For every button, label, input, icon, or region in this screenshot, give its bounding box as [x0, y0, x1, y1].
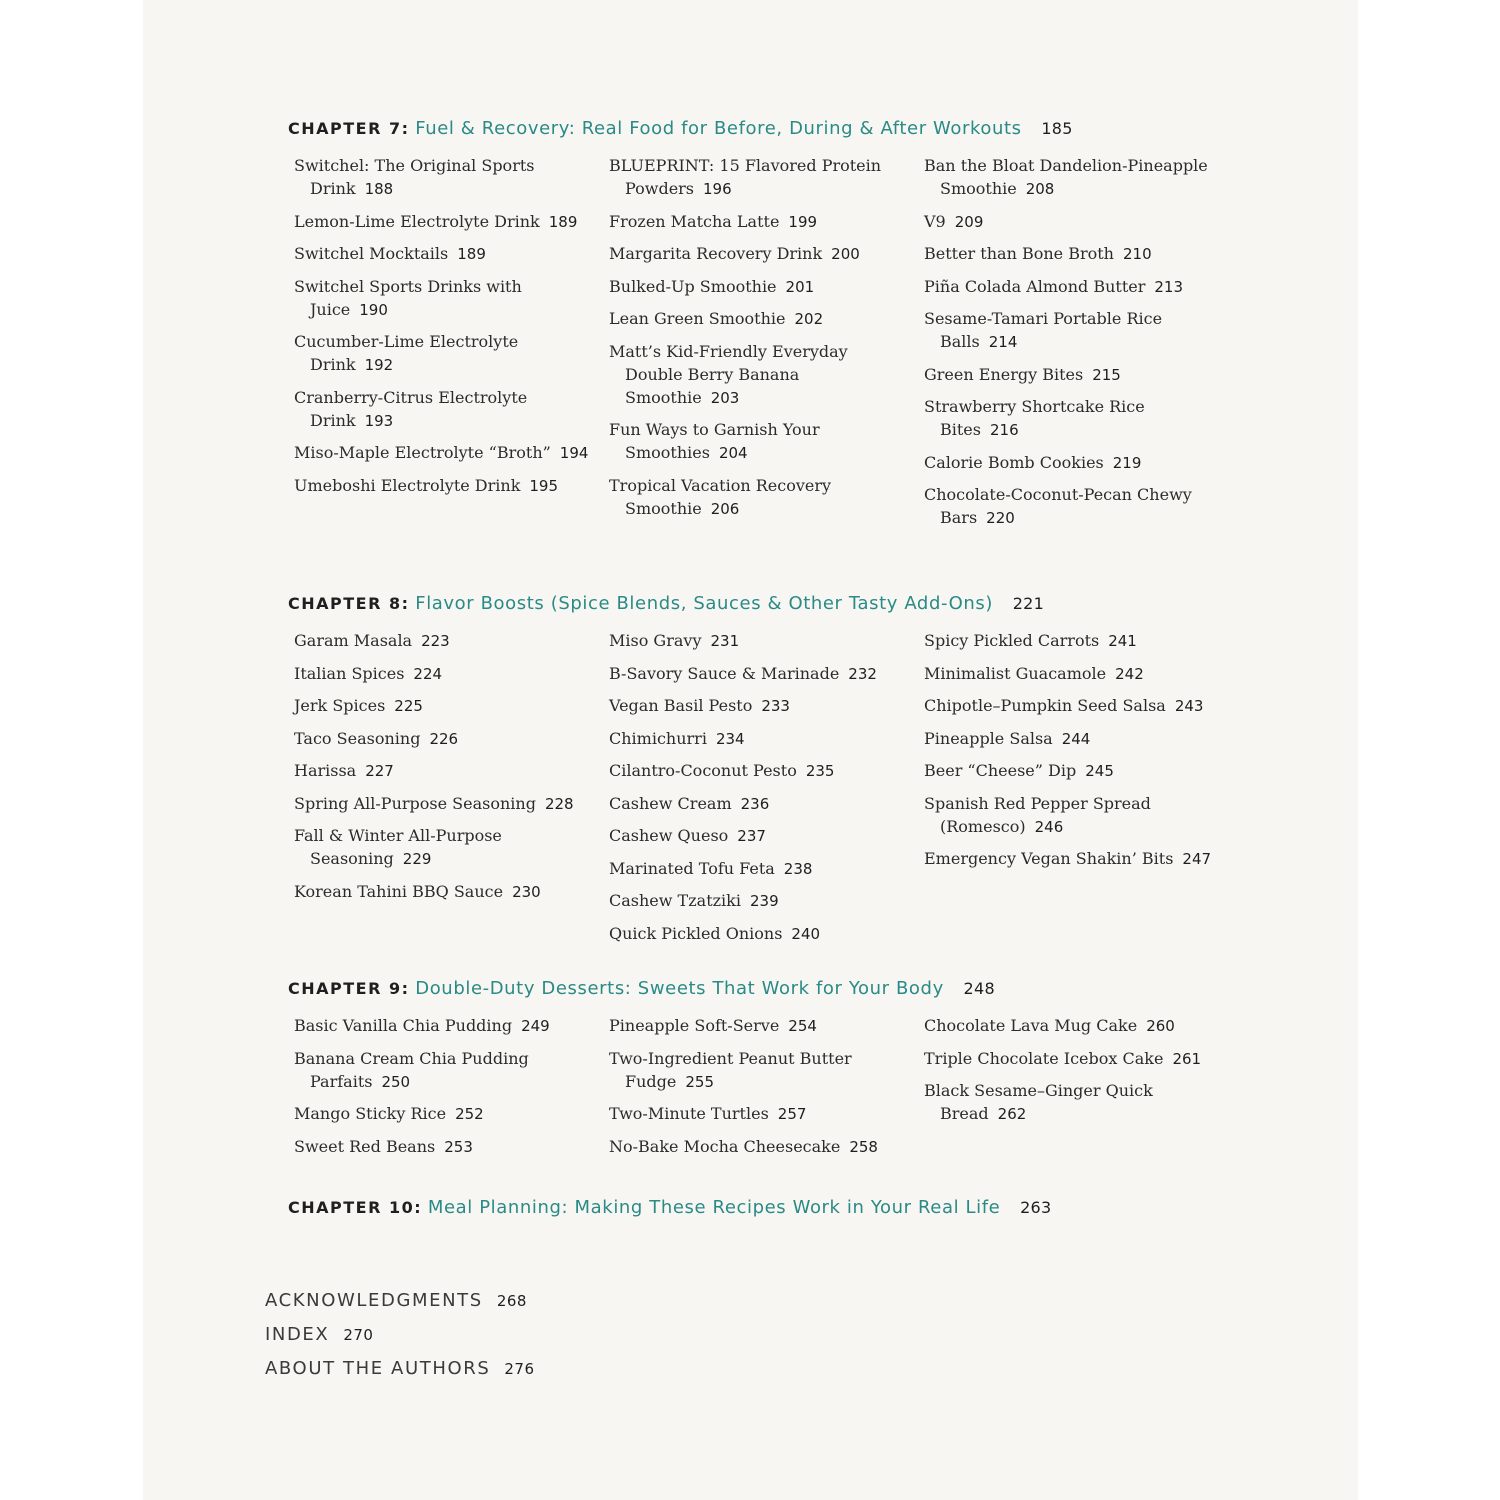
- toc-entry: [924, 629, 1214, 653]
- toc-entry-page: 225: [394, 697, 423, 715]
- toc-entry: [294, 242, 594, 266]
- toc-entry-page: 234: [715, 729, 745, 748]
- toc-entry: [294, 629, 594, 653]
- toc-entry-title: Two-Ingredient Peanut Butter Fudge: [609, 1048, 852, 1091]
- chapter-label: CHAPTER 9:: [288, 979, 410, 998]
- toc-entry-title: Basic Vanilla Chia Pudding: [294, 1016, 513, 1035]
- toc-entry-title: Fall & Winter All-Purpose Seasoning: [294, 826, 502, 868]
- toc-entry-page: 232: [848, 664, 877, 683]
- toc-column: [294, 629, 594, 912]
- toc-entry-title: Two-Minute Turtles: [609, 1104, 769, 1123]
- toc-entry-page: 219: [1112, 453, 1142, 472]
- toc-entry-title: Minimalist Guacamole: [924, 663, 1107, 683]
- toc-entry: [294, 1014, 594, 1038]
- toc-entry-page: 257: [777, 1105, 807, 1123]
- toc-entry-page: 213: [1154, 277, 1183, 296]
- toc-entry: [924, 242, 1214, 266]
- chapter-title: Flavor Boosts (Spice Blends, Sauces & Other Tasty Add-Ons): [415, 593, 993, 614]
- toc-entry-title: Matt’s Kid-Friendly Everyday Double Berry Banana Smoothie: [609, 341, 848, 407]
- toc-entry-title: Piña Colada Almond Butter: [924, 276, 1146, 296]
- toc-entry-page: 253: [444, 1137, 473, 1156]
- toc-entry: [609, 1014, 909, 1038]
- toc-entry-page: 250: [381, 1072, 411, 1091]
- toc-column: [924, 154, 1214, 539]
- chapter-label: CHAPTER 8:: [288, 594, 410, 613]
- chapter-label: CHAPTER 10:: [288, 1198, 423, 1217]
- toc-entry: [609, 340, 909, 410]
- toc-entry-page: 244: [1061, 729, 1091, 748]
- toc-entry-page: 245: [1085, 762, 1114, 780]
- toc-entry: [609, 242, 909, 266]
- toc-entry: [924, 727, 1214, 751]
- toc-column: [609, 1014, 909, 1167]
- toc-entry-title: Sesame-Tamari Portable Rice Balls: [924, 309, 1163, 351]
- toc-entry: [609, 694, 909, 718]
- toc-entry-title: Cilantro-Coconut Pesto: [609, 761, 797, 780]
- toc-entry-page: 199: [788, 212, 818, 231]
- toc-column: [924, 629, 1214, 880]
- chapter-heading: [288, 1197, 1052, 1218]
- toc-entry-title: Lemon-Lime Electrolyte Drink: [294, 211, 540, 231]
- chapter-title: Meal Planning: Making These Recipes Work in Your Real Life: [427, 1197, 1001, 1218]
- toc-entry-title: Strawberry Shortcake Rice Bites: [924, 397, 1145, 439]
- toc-entry: [294, 824, 594, 871]
- toc-entry-title: B-Savory Sauce & Marinade: [609, 663, 840, 683]
- toc-entry-title: Green Energy Bites: [924, 364, 1084, 384]
- toc-entry-page: 196: [703, 180, 732, 198]
- toc-entry-title: Switchel: The Original Sports Drink: [294, 156, 535, 198]
- toc-entry-title: Fun Ways to Garnish Your Smoothies: [609, 420, 820, 462]
- back-matter-title: ABOUT THE AUTHORS: [265, 1358, 491, 1379]
- toc-entry: [609, 824, 909, 848]
- toc-entry-title: Marinated Tofu Feta: [609, 858, 775, 878]
- toc-entry-page: 227: [365, 762, 394, 780]
- toc-entry-title: Garam Masala: [294, 631, 413, 650]
- toc-entry: [609, 759, 909, 783]
- toc-entry-title: Harissa: [294, 761, 357, 780]
- toc-entry-title: Tropical Vacation Recovery Smoothie: [609, 475, 832, 518]
- toc-entry-page: 204: [718, 444, 748, 462]
- chapter-title: Double-Duty Desserts: Sweets That Work for Your Body: [415, 978, 944, 999]
- toc-entry: [924, 1079, 1214, 1126]
- toc-entry-title: Pineapple Soft-Serve: [609, 1016, 780, 1035]
- toc-entry: [294, 1135, 594, 1159]
- toc-entry-page: 190: [359, 300, 388, 319]
- toc-entry: [609, 922, 909, 946]
- toc-column: [294, 1014, 594, 1167]
- toc-entry-page: 208: [1025, 180, 1055, 198]
- toc-column: [609, 629, 909, 954]
- chapter-page-number: 248: [963, 979, 995, 998]
- toc-entry-title: Better than Bone Broth: [924, 244, 1114, 263]
- toc-entry-title: Miso Gravy: [609, 631, 702, 650]
- toc-entry-page: 228: [544, 794, 574, 813]
- toc-entry-title: Spring All-Purpose Seasoning: [294, 793, 536, 813]
- toc-entry-page: 203: [710, 388, 740, 407]
- toc-entry: [924, 759, 1214, 783]
- toc-entry: [609, 307, 909, 331]
- toc-entry-title: Switchel Sports Drinks with Juice: [294, 276, 522, 319]
- toc-entry-title: Chimichurri: [609, 728, 707, 748]
- toc-entry-title: Margarita Recovery Drink: [609, 244, 823, 263]
- toc-entry: [609, 210, 909, 234]
- toc-entry-page: 206: [710, 499, 740, 518]
- toc-entry-page: 195: [529, 476, 559, 495]
- toc-entry: [924, 307, 1214, 354]
- toc-entry-page: 229: [402, 850, 432, 868]
- toc-entry: [294, 275, 594, 322]
- toc-entry-page: 233: [761, 697, 790, 715]
- toc-entry-title: Korean Tahini BBQ Sauce: [294, 881, 504, 901]
- toc-entry-title: Chipotle–Pumpkin Seed Salsa: [924, 696, 1166, 715]
- back-matter-page: 268: [496, 1292, 527, 1310]
- toc-entry-page: 220: [986, 509, 1015, 527]
- toc-entry-title: Cucumber-Lime Electrolyte Drink: [294, 332, 519, 374]
- toc-column: [294, 154, 594, 506]
- toc-entry: [294, 386, 594, 433]
- toc-entry: [609, 662, 909, 686]
- chapter-title: Fuel & Recovery: Real Food for Before, During & After Workouts: [415, 118, 1022, 139]
- toc-column: [609, 154, 909, 529]
- toc-entry-title: Taco Seasoning: [294, 728, 421, 748]
- back-matter-title: INDEX: [265, 1324, 330, 1345]
- toc-entry: [294, 330, 594, 377]
- toc-entry: [924, 451, 1214, 475]
- toc-entry: [609, 1047, 909, 1094]
- toc-entry: [294, 474, 594, 498]
- toc-entry-title: Beer “Cheese” Dip: [924, 761, 1077, 780]
- toc-entry: [294, 1047, 594, 1094]
- toc-entry-page: 188: [364, 180, 394, 198]
- toc-entry-page: 260: [1146, 1017, 1175, 1035]
- toc-entry-title: Ban the Bloat Dandelion-Pineapple Smoothie: [924, 156, 1208, 198]
- toc-entry: [294, 727, 594, 751]
- toc-entry: [924, 792, 1214, 839]
- toc-entry-page: 242: [1115, 664, 1144, 683]
- chapter-page-number: 185: [1041, 119, 1073, 138]
- toc-entry: [609, 727, 909, 751]
- toc-entry-page: 243: [1174, 697, 1204, 715]
- toc-entry-title: Chocolate-Coconut-Pecan Chewy Bars: [924, 485, 1192, 527]
- toc-entry: [609, 418, 909, 465]
- toc-entry-title: Miso-Maple Electrolyte “Broth”: [294, 443, 551, 462]
- toc-entry: [294, 1102, 594, 1126]
- toc-entry-title: Vegan Basil Pesto: [609, 696, 753, 715]
- toc-entry-title: Umeboshi Electrolyte Drink: [294, 475, 521, 495]
- chapter-page-number: 221: [1012, 594, 1045, 613]
- toc-entry-title: Lean Green Smoothie: [609, 309, 786, 328]
- toc-entry-page: 214: [988, 333, 1018, 351]
- toc-entry-title: Chocolate Lava Mug Cake: [924, 1016, 1138, 1035]
- toc-entry-title: Mango Sticky Rice: [294, 1104, 447, 1123]
- toc-entry: [924, 1047, 1214, 1071]
- toc-entry-page: 189: [548, 212, 578, 231]
- toc-entry-title: Cranberry-Citrus Electrolyte Drink: [294, 387, 528, 430]
- toc-entry-page: 249: [521, 1017, 550, 1035]
- toc-entry-page: 209: [954, 212, 984, 231]
- toc-entry-title: Quick Pickled Onions: [609, 923, 783, 943]
- toc-entry-page: 252: [455, 1105, 484, 1123]
- toc-entry-page: 194: [559, 444, 589, 462]
- toc-entry-page: 210: [1122, 245, 1152, 263]
- toc-entry: [294, 154, 594, 201]
- toc-entry-page: 193: [364, 411, 394, 430]
- toc-entry-page: 202: [794, 310, 824, 328]
- toc-entry-page: 200: [831, 245, 860, 263]
- back-matter-item: [265, 1284, 535, 1318]
- toc-entry-title: Frozen Matcha Latte: [609, 211, 780, 231]
- toc-entry-title: Cashew Queso: [609, 826, 729, 845]
- toc-entry: [294, 759, 594, 783]
- back-matter-page: 276: [504, 1360, 535, 1378]
- toc-entry: [609, 1102, 909, 1126]
- toc-entry: [609, 275, 909, 299]
- toc-entry-title: Pineapple Salsa: [924, 728, 1053, 748]
- toc-entry-page: 262: [997, 1105, 1027, 1123]
- toc-entry: [924, 662, 1214, 686]
- toc-entry: [294, 210, 594, 234]
- toc-entry-title: Italian Spices: [294, 663, 405, 683]
- toc-entry-title: Bulked-Up Smoothie: [609, 276, 777, 296]
- toc-entry: [609, 857, 909, 881]
- toc-entry-page: 215: [1092, 365, 1121, 384]
- chapter-label: CHAPTER 7:: [288, 119, 410, 138]
- toc-entry-title: Calorie Bomb Cookies: [924, 452, 1104, 472]
- toc-entry-page: 237: [737, 827, 766, 845]
- toc-entry-title: Cashew Tzatziki: [609, 891, 741, 910]
- toc-entry: [924, 363, 1214, 387]
- toc-entry-page: 224: [413, 664, 443, 683]
- toc-entry-title: Emergency Vegan Shakin’ Bits: [924, 849, 1174, 868]
- toc-entry: [924, 694, 1214, 718]
- toc-entry-title: Spanish Red Pepper Spread (Romesco): [924, 793, 1151, 836]
- toc-entry: [924, 1014, 1214, 1038]
- toc-entry-page: 255: [685, 1072, 714, 1091]
- toc-entry-title: Sweet Red Beans: [294, 1136, 436, 1156]
- chapter-heading: [288, 593, 1044, 614]
- toc-entry: [294, 792, 594, 816]
- toc-entry-page: 238: [783, 859, 813, 878]
- back-matter-list: [265, 1284, 535, 1386]
- toc-entry-page: 258: [849, 1137, 878, 1156]
- toc-entry-page: 231: [710, 632, 740, 650]
- toc-entry: [924, 847, 1214, 871]
- toc-column: [924, 1014, 1214, 1135]
- toc-entry: [294, 694, 594, 718]
- toc-entry-page: 216: [989, 421, 1019, 439]
- toc-entry-page: 240: [791, 924, 821, 943]
- toc-entry-page: 239: [749, 892, 779, 910]
- toc-entry: [609, 1135, 909, 1159]
- toc-entry-page: 201: [785, 277, 815, 296]
- toc-entry-title: Triple Chocolate Icebox Cake: [924, 1048, 1164, 1068]
- toc-entry: [924, 275, 1214, 299]
- toc-entry: [609, 889, 909, 913]
- toc-entry-title: Black Sesame–Ginger Quick Bread: [924, 1081, 1153, 1123]
- toc-entry: [294, 662, 594, 686]
- toc-entry-page: 261: [1172, 1049, 1202, 1068]
- toc-entry-title: Jerk Spices: [294, 696, 386, 715]
- toc-entry-page: 254: [788, 1017, 817, 1035]
- back-matter-item: [265, 1352, 535, 1386]
- toc-entry-title: BLUEPRINT: 15 Flavored Protein Powders: [609, 156, 882, 198]
- toc-entry-title: Spicy Pickled Carrots: [924, 631, 1100, 650]
- toc-entry: [294, 880, 594, 904]
- toc-entry-page: 235: [805, 762, 835, 780]
- chapter-heading: [288, 978, 995, 999]
- toc-entry-page: 247: [1182, 850, 1212, 868]
- toc-entry: [924, 154, 1214, 201]
- toc-entry: [924, 210, 1214, 234]
- toc-entry-title: Switchel Mocktails: [294, 244, 449, 263]
- toc-entry-page: 192: [364, 356, 394, 374]
- toc-entry-page: 246: [1034, 817, 1064, 836]
- toc-entry-page: 241: [1108, 632, 1137, 650]
- toc-entry-page: 226: [429, 729, 459, 748]
- toc-entry: [609, 629, 909, 653]
- chapter-heading: [288, 118, 1073, 139]
- toc-entry: [609, 154, 909, 201]
- back-matter-item: [265, 1318, 535, 1352]
- toc-entry-title: Cashew Cream: [609, 793, 732, 813]
- toc-entry-title: V9: [924, 211, 946, 231]
- toc-entry-page: 223: [421, 632, 450, 650]
- toc-entry: [924, 395, 1214, 442]
- chapter-page-number: 263: [1020, 1198, 1052, 1217]
- toc-entry-page: 230: [512, 882, 541, 901]
- toc-entry: [609, 474, 909, 521]
- toc-entry: [924, 483, 1214, 530]
- back-matter-title: ACKNOWLEDGMENTS: [265, 1290, 483, 1311]
- toc-entry-page: 189: [457, 245, 486, 263]
- toc-entry-page: 236: [740, 794, 770, 813]
- back-matter-page: 270: [343, 1326, 374, 1344]
- toc-entry-title: No-Bake Mocha Cheesecake: [609, 1136, 841, 1156]
- toc-entry-title: Banana Cream Chia Pudding Parfaits: [294, 1048, 529, 1091]
- toc-entry: [609, 792, 909, 816]
- toc-entry: [294, 441, 594, 465]
